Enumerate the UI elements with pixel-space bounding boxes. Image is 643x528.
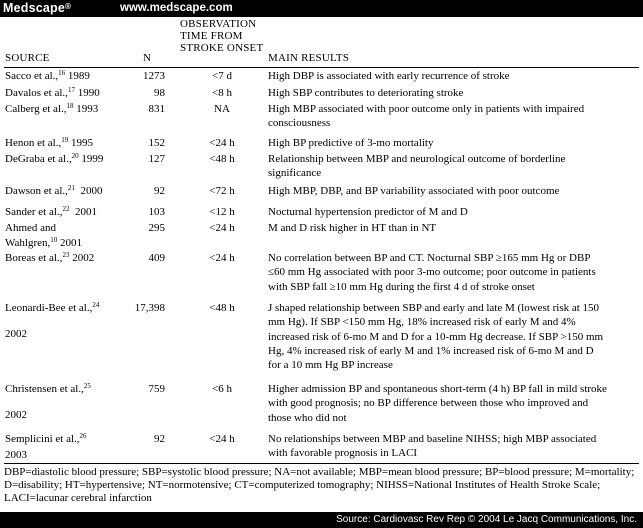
source-year: 2001 [57, 237, 82, 249]
sample-size: 103 [148, 206, 165, 218]
main-result-line: High SBP contributes to deteriorating stroke [268, 87, 464, 99]
observation-time: <8 h [212, 87, 232, 99]
source-author: DeGraba et al., [5, 153, 72, 165]
main-result-line: mm Hg). If SBP <150 mm Hg, 18% increased risk of early M and 4% [268, 316, 576, 329]
reference-number: 21 [67, 184, 75, 192]
source-citation-cont [5, 328, 27, 341]
main-result-line: High MBP associated with poor outcome only in patients with impaired [268, 103, 585, 115]
source-author: Semplicini et al., [5, 433, 80, 445]
source-author: Ahmed and [5, 222, 57, 234]
sample-size: 409 [148, 252, 165, 264]
source-year: 1995 [68, 137, 93, 149]
source-author: 2003 [5, 449, 27, 461]
reference-number: 23 [62, 251, 70, 259]
source-author: Boreas et al., [5, 252, 63, 264]
source-citation [5, 222, 56, 235]
main-result-line: those who did not [268, 411, 347, 424]
registered-mark: ® [65, 2, 72, 11]
site-url: www.medscape.com [120, 2, 233, 14]
source-year: 2002 [69, 252, 95, 264]
source-citation-cont [5, 409, 27, 422]
main-result-line: significance [268, 167, 322, 180]
source-citation [5, 252, 94, 265]
main-result-line: Nocturnal hypertension predictor of M and D [268, 206, 468, 218]
header-rule [4, 67, 639, 68]
main-result-line: J shaped relationship between SBP and early and late M (lowest risk at 150 [268, 302, 600, 314]
main-result-line: High DBP is associated with early recurrence of stroke [268, 70, 510, 82]
sample-size: 17,398 [134, 302, 165, 314]
source-citation [5, 153, 103, 166]
reference-number: 22 [62, 205, 70, 213]
observation-time: <6 h [212, 383, 232, 395]
source-citation [5, 137, 93, 150]
reference-number: 19 [61, 136, 69, 144]
observation-time: NA [214, 103, 230, 115]
source-citation [5, 383, 91, 396]
source-author: Wahlgren, [5, 237, 51, 249]
main-result-line: increased risk of 6-mo M and D for a 10-mm Hg decrease. If SBP >150 mm [268, 330, 604, 343]
sample-size: 92 [154, 433, 165, 445]
source-citation [5, 185, 102, 198]
source-author: Calberg et al., [5, 103, 67, 115]
source-citation [5, 70, 90, 83]
sample-size: 92 [154, 185, 165, 197]
observation-time: <24 h [209, 222, 235, 234]
source-author: Sacco et al., [5, 70, 59, 82]
source-bar [0, 512, 643, 528]
source-year: 1999 [78, 153, 104, 165]
main-result-line: consciousness [268, 117, 331, 130]
source-citation-cont [5, 237, 82, 250]
source-author: Davalos et al., [5, 87, 68, 99]
main-result-line: No correlation between BP and CT. Nocturnal SBP ≥165 mm Hg or DBP [268, 252, 591, 264]
source-year: 1989 [65, 70, 90, 82]
main-result-line: with SBP fall ≥10 mm Hg during the first 4 d of stroke onset [268, 280, 535, 293]
source-year: 2000 [74, 185, 103, 197]
medscape-header-bar [0, 0, 643, 17]
sample-size: 759 [148, 383, 165, 395]
reference-number: 25 [83, 382, 91, 390]
sample-size: 295 [148, 222, 165, 234]
main-result-line: High MBP, DBP, and BP variability associated with poor outcome [268, 185, 560, 197]
source-citation [5, 302, 99, 315]
table-footnote: DBP=diastolic blood pressure; SBP=systolic blood pressure; NA=not available; MBP=mean blood pressure; BP=blood pressure; M=mortality; D=disability; HT=hypertensive; NT=normotensive; CT=computerized tomography; NIHSS=National Institutes of Health Stroke Scale; LACI=lacunar cerebral infarction [4, 466, 635, 504]
source-author: 2002 [5, 328, 27, 340]
observation-time: <24 h [209, 433, 235, 445]
reference-number: 17 [67, 86, 75, 94]
main-result-line: for a 10 mm Hg BP increase [268, 359, 393, 372]
column-header-time-line1: OBSERVATION [180, 18, 257, 30]
main-result-line: High BP predictive of 3-mo mortality [268, 137, 434, 149]
sample-size: 127 [148, 153, 165, 165]
source-year: 1993 [73, 103, 99, 115]
source-citation [5, 206, 97, 219]
sample-size: 152 [148, 137, 165, 149]
source-year: 2001 [69, 206, 97, 218]
brand-name: Medscape [3, 1, 66, 15]
footnote-rule [4, 463, 639, 464]
source-author: Christensen et al., [5, 383, 84, 395]
observation-time: <72 h [209, 185, 235, 197]
source-credit: Source: Cardiovasc Rev Rep © 2004 Le Jacq Communications, Inc. [336, 514, 637, 525]
reference-number: 10 [50, 236, 58, 244]
observation-time: <48 h [209, 302, 235, 314]
source-citation [5, 433, 87, 446]
column-header-n: N [143, 52, 152, 64]
observation-time: <12 h [209, 206, 235, 218]
source-year: 1990 [74, 87, 100, 99]
column-header-time-line3: STROKE ONSET [180, 42, 264, 54]
observation-time: <24 h [209, 137, 235, 149]
source-author: 2002 [5, 409, 27, 421]
observation-time: <7 d [212, 70, 232, 82]
source-citation [5, 87, 100, 100]
main-result-line: M and D risk higher in HT than in NT [268, 222, 437, 234]
main-result-line: with favorable prognosis in LACI [268, 447, 418, 460]
main-result-line: ≤60 mm Hg associated with poor 3-mo outcome; poor outcome in patients [268, 266, 596, 279]
column-header-source: SOURCE [5, 52, 50, 64]
main-result-line: Relationship between MBP and neurological outcome of borderline [268, 153, 566, 165]
reference-number: 20 [71, 152, 79, 160]
main-result-line: No relationships between MBP and baseline NIHSS; high MBP associated [268, 433, 597, 445]
main-result-line: Hg, 4% increased risk of early M and 1% increased risk of 6-mo M and D [268, 344, 594, 357]
source-author: Sander et al., [5, 206, 63, 218]
reference-number: 16 [58, 69, 66, 77]
sample-size: 831 [148, 103, 165, 115]
reference-number: 26 [79, 432, 87, 440]
column-header-time-line2: TIME FROM [180, 30, 243, 42]
medscape-logo [3, 1, 71, 15]
source-citation [5, 103, 98, 116]
source-author: Dawson et al., [5, 185, 68, 197]
source-author: Leonardi-Bee et al., [5, 302, 93, 314]
observation-time: <48 h [209, 153, 235, 165]
main-result-line: Higher admission BP and spontaneous short-term (4 h) BP fall in mild stroke [268, 383, 607, 395]
source-citation-cont [5, 449, 27, 462]
sample-size: 1273 [143, 70, 165, 82]
reference-number: 18 [66, 102, 74, 110]
main-result-line: with good prognosis; no BP difference between those who improved and [268, 397, 589, 410]
sample-size: 98 [154, 87, 165, 99]
reference-number: 24 [92, 301, 100, 309]
source-author: Henon et al., [5, 137, 62, 149]
observation-time: <24 h [209, 252, 235, 264]
column-header-results: MAIN RESULTS [268, 52, 350, 64]
